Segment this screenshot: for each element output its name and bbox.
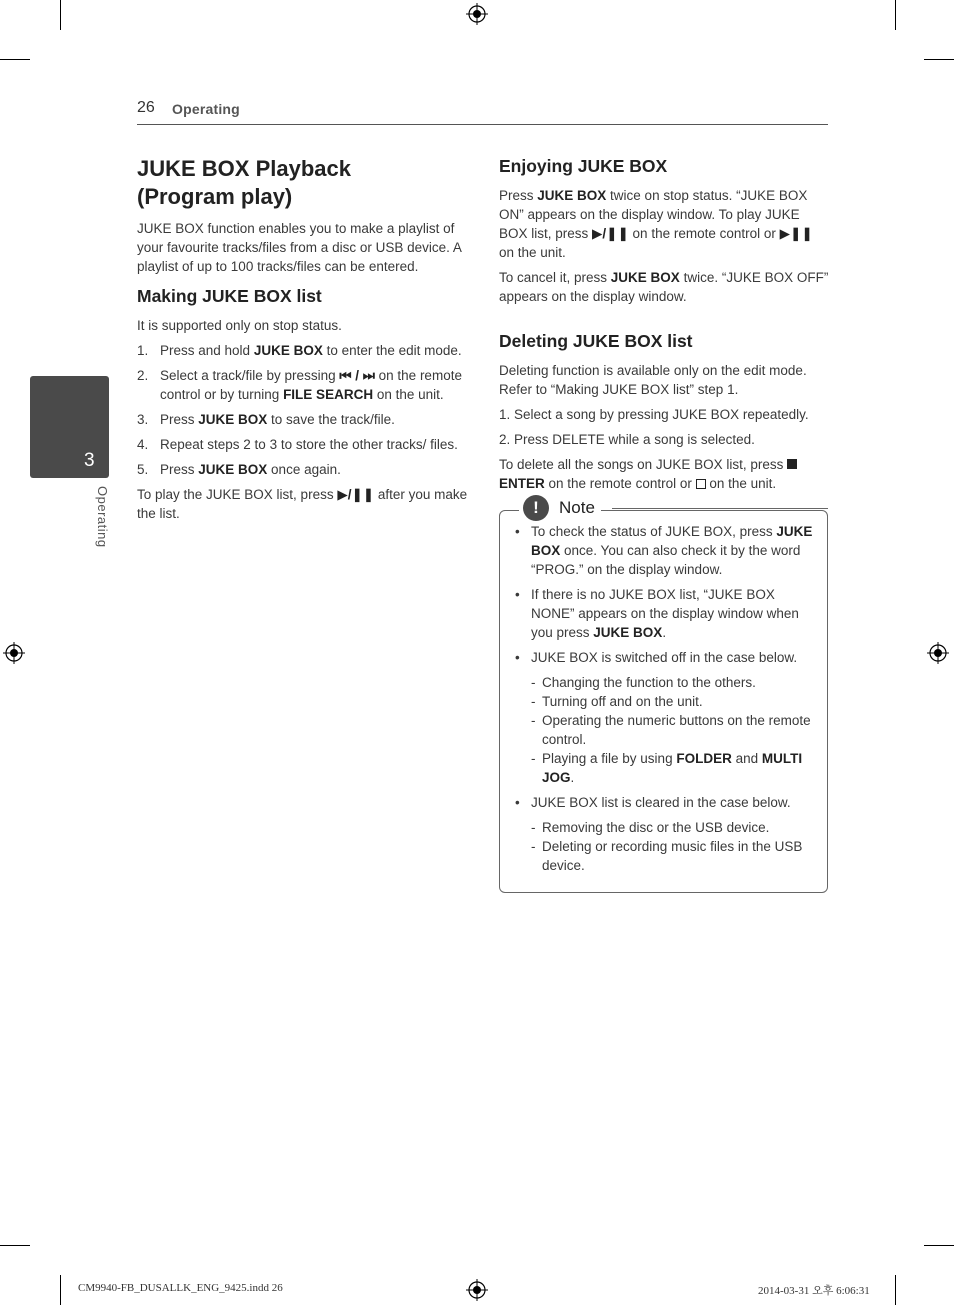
unit-play-pause-icon: ▶❚❚ (779, 226, 813, 241)
chapter-number: 3 (84, 450, 95, 471)
enjoying-paragraph: Press JUKE BOX twice on stop status. “JUKE BOX ON” appears on the display window. To play JUKE BOX list, press ▶/❚❚ on the remote control or ▶❚❚ on the unit. (499, 188, 813, 260)
crop-mark (60, 1275, 61, 1305)
list-item: • JUKE BOX list is cleared in the case below. (515, 795, 791, 810)
list-item: • If there is no JUKE BOX list, “JUKE BOX NONE” appears on the display window when you press JUKE BOX. (515, 587, 799, 640)
exclamation-icon: ! (523, 495, 549, 521)
stop-icon (787, 459, 797, 469)
registration-mark-icon (927, 642, 949, 664)
note-title: Note (559, 498, 595, 517)
note-divider (612, 508, 828, 509)
section-title: Operating (172, 101, 240, 117)
cleared-cases (531, 818, 818, 875)
cancel-paragraph: To cancel it, press JUKE BOX twice. “JUKE BOX OFF” appears on the display window. (499, 270, 829, 304)
play-pause-icon: ▶/❚❚ (592, 226, 629, 241)
page-number: 26 (137, 99, 155, 116)
footer-file-info: CM9940-FB_DUSALLK_ENG_9425.indd 26 (78, 1282, 283, 1294)
skip-prev-next-icon: ⏮ / ⏭ (339, 368, 375, 383)
delete-all-paragraph: To delete all the songs on JUKE BOX list, press ENTER on the remote control or on the unit. (499, 455, 829, 493)
deleting-paragraph: Deleting function is available only on the edit mode. Refer to “Making JUKE BOX list” step 1. (499, 363, 807, 397)
list-item: 4. Repeat steps 2 to 3 to store the other tracks/ files. (137, 437, 458, 452)
left-column (137, 155, 470, 529)
registration-mark-icon (3, 642, 25, 664)
list-item: 2. Select a track/file by pressing ⏮ / ⏭ on the remote control or by turning FILE SEARCH on the unit. (137, 368, 462, 402)
crop-mark (60, 0, 61, 30)
note-header (519, 495, 601, 521)
footer-timestamp: 2014-03-31 오후 6:06:31 (758, 1285, 870, 1297)
registration-mark-icon (466, 3, 488, 25)
enjoying-heading: Enjoying JUKE BOX (499, 156, 668, 176)
play-instruction: To play the JUKE BOX list, press ▶/❚❚ after you make the list. (137, 487, 468, 521)
chapter-tab (30, 376, 109, 478)
list-item: - Changing the function to the others. (531, 675, 756, 690)
crop-mark (924, 59, 954, 60)
registration-mark-icon (466, 1279, 488, 1301)
play-pause-icon: ▶/❚❚ (337, 487, 375, 502)
list-item: - Deleting or recording music files in the USB device. (531, 839, 803, 873)
deleting-step-1: 1. Select a song by pressing JUKE BOX repeatedly. (499, 407, 809, 422)
chapter-label: Operating (95, 486, 110, 548)
list-item: - Playing a file by using FOLDER and MULTI JOG. (531, 751, 803, 785)
list-item: - Removing the disc or the USB device. (531, 820, 770, 835)
right-column (499, 155, 829, 499)
list-item: • JUKE BOX is switched off in the case below. (515, 650, 798, 665)
note-body (513, 522, 818, 881)
page-heading: JUKE BOX Playback (Program play) (137, 156, 351, 209)
crop-mark (895, 0, 896, 30)
list-item: - Turning off and on the unit. (531, 694, 703, 709)
deleting-step-2: 2. Press DELETE while a song is selected. (499, 432, 755, 447)
crop-mark (924, 1245, 954, 1246)
unit-stop-icon (696, 479, 706, 489)
supported-note: It is supported only on stop status. (137, 318, 342, 333)
crop-mark (0, 59, 30, 60)
crop-mark (0, 1245, 30, 1246)
making-heading: Making JUKE BOX list (137, 286, 322, 306)
deleting-heading: Deleting JUKE BOX list (499, 331, 693, 351)
switch-off-cases (531, 673, 818, 787)
making-steps (137, 341, 470, 479)
list-item: • To check the status of JUKE BOX, press JUKE BOX once. You can also check it by the word “PROG.” on the display window. (515, 524, 813, 577)
header-divider (137, 124, 828, 125)
intro-paragraph: JUKE BOX function enables you to make a playlist of your favourite tracks/files from a disc or USB device. A playlist of up to 100 tracks/files can be entered. (137, 221, 462, 274)
list-item: 5. Press JUKE BOX once again. (137, 462, 341, 477)
list-item: - Operating the numeric buttons on the remote control. (531, 713, 811, 747)
list-item: 3. Press JUKE BOX to save the track/file. (137, 412, 395, 427)
crop-mark (895, 1275, 896, 1305)
list-item: 1. Press and hold JUKE BOX to enter the edit mode. (137, 343, 462, 358)
